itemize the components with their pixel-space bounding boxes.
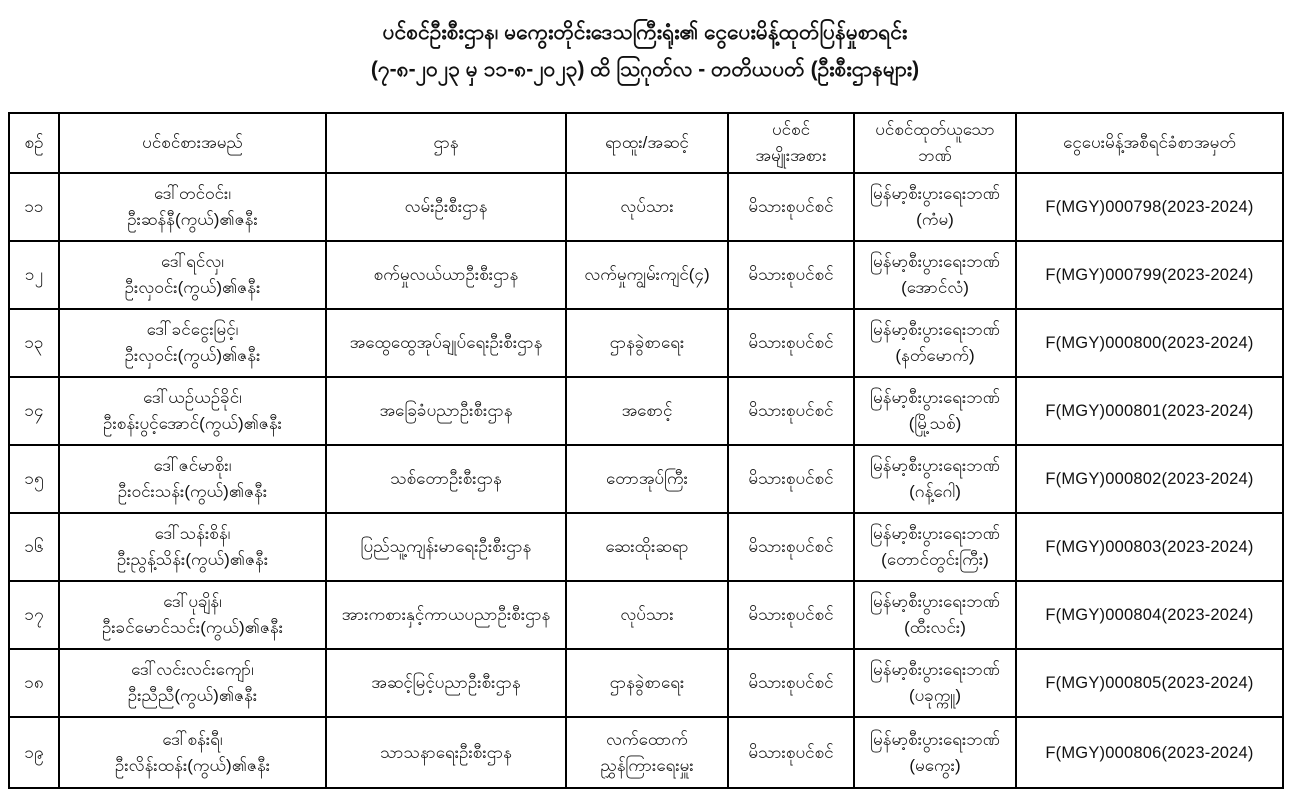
cell-serial: ၁၂ — [9, 241, 59, 309]
cell-pension-type: မိသားစုပင်စင် — [728, 377, 854, 445]
cell-pension-type: မိသားစုပင်စင် — [728, 581, 854, 649]
header-bank-line2: ဘဏ် — [918, 146, 952, 165]
header-pension-type-line1: ပင်စင် — [771, 120, 811, 139]
table-row — [9, 241, 1283, 309]
cell-position: တောအုပ်ကြီး — [566, 445, 728, 513]
table-row — [9, 445, 1283, 513]
header-pensioner-name: ပင်စင်စားအမည် — [59, 113, 326, 173]
header-ref-no: ငွေပေးမိန့်အစီရင်ခံစာအမှတ် — [1016, 113, 1283, 173]
header-pension-type — [728, 113, 854, 173]
cell-department: သစ်တောဦးစီးဌာန — [326, 445, 566, 513]
cell-ref-no: F(MGY)000800(2023-2024) — [1016, 309, 1283, 377]
cell-bank: မြန်မာ့စီးပွားရေးဘဏ် (အောင်လံ) — [854, 241, 1016, 309]
header-serial: စဉ် — [9, 113, 59, 173]
cell-bank: မြန်မာ့စီးပွားရေးဘဏ် (ဂန့်ဂေါ) — [854, 445, 1016, 513]
table-row — [9, 649, 1283, 717]
cell-serial: ၁၈ — [9, 649, 59, 717]
cell-bank: မြန်မာ့စီးပွားရေးဘဏ် (ပခုက္ကူ) — [854, 649, 1016, 717]
cell-serial: ၁၅ — [9, 445, 59, 513]
cell-pensioner-name: ဒေါ်ပုချိန်၊ ဦးခင်မောင်သင်း(ကွယ်)၏ဇနီး — [59, 581, 326, 649]
table-row — [9, 377, 1283, 445]
cell-bank: မြန်မာ့စီးပွားရေးဘဏ် (မကွေး) — [854, 717, 1016, 788]
cell-pensioner-name: ဒေါ်တင်ဝင်း၊ ဦးဆန်နီ(ကွယ်)၏ဇနီး — [59, 173, 326, 241]
table-row — [9, 173, 1283, 241]
cell-pensioner-name: ဒေါ်လင်းလင်းကျော်၊ ဦးညီညီ(ကွယ်)၏ဇနီး — [59, 649, 326, 717]
cell-position: အစောင့် — [566, 377, 728, 445]
cell-position: လုပ်သား — [566, 173, 728, 241]
cell-position: ဆေးထိုးဆရာ — [566, 513, 728, 581]
cell-pension-type: မိသားစုပင်စင် — [728, 649, 854, 717]
header-bank-line1: ပင်စင်ထုတ်ယူသော — [875, 120, 995, 139]
cell-pensioner-name: ဒေါ်သန်းစိန်၊ ဦးညွန့်သိန်း(ကွယ်)၏ဇနီး — [59, 513, 326, 581]
table-row — [9, 581, 1283, 649]
cell-bank: မြန်မာ့စီးပွားရေးဘဏ် (မြို့သစ်) — [854, 377, 1016, 445]
table-row — [9, 309, 1283, 377]
cell-department: အခြေခံပညာဦးစီးဌာန — [326, 377, 566, 445]
cell-bank: မြန်မာ့စီးပွားရေးဘဏ် (ထီးလင်း) — [854, 581, 1016, 649]
cell-position: ဌာနခွဲစာရေး — [566, 649, 728, 717]
cell-ref-no: F(MGY)000801(2023-2024) — [1016, 377, 1283, 445]
cell-pension-type: မိသားစုပင်စင် — [728, 309, 854, 377]
cell-pensioner-name: ဒေါ်စန်းရီ၊ ဦးလိန်းထန်း(ကွယ်)၏ဇနီး — [59, 717, 326, 788]
header-department: ဌာန — [326, 113, 566, 173]
cell-pensioner-name: ဒေါ်ခင်ငွေးမြင့်၊ ဦးလှဝင်း(ကွယ်)၏ဇနီး — [59, 309, 326, 377]
cell-department: လမ်းဦးစီးဌာန — [326, 173, 566, 241]
cell-bank: မြန်မာ့စီးပွားရေးဘဏ် (နတ်မောက်) — [854, 309, 1016, 377]
cell-ref-no: F(MGY)000799(2023-2024) — [1016, 241, 1283, 309]
cell-pensioner-name: ဒေါ်ဇင်မာစိုး၊ ဦးဝင်းသန်း(ကွယ်)၏ဇနီး — [59, 445, 326, 513]
cell-department: သာသနာရေးဦးစီးဌာန — [326, 717, 566, 788]
cell-serial: ၁၇ — [9, 581, 59, 649]
cell-pension-type: မိသားစုပင်စင် — [728, 241, 854, 309]
table-row — [9, 717, 1283, 788]
cell-ref-no: F(MGY)000805(2023-2024) — [1016, 649, 1283, 717]
cell-serial: ၁၆ — [9, 513, 59, 581]
header-pension-type-line2: အမျိုးအစား — [755, 146, 827, 165]
cell-pensioner-name: ဒေါ်ရင်လှ၊ ဦးလှဝင်း(ကွယ်)၏ဇနီး — [59, 241, 326, 309]
cell-ref-no: F(MGY)000804(2023-2024) — [1016, 581, 1283, 649]
header-position: ရာထူး/အဆင့် — [566, 113, 728, 173]
cell-bank: မြန်မာ့စီးပွားရေးဘဏ် (ကံမ) — [854, 173, 1016, 241]
cell-position: ဌာနခွဲစာရေး — [566, 309, 728, 377]
cell-ref-no: F(MGY)000803(2023-2024) — [1016, 513, 1283, 581]
cell-bank: မြန်မာ့စီးပွားရေးဘဏ် (တောင်တွင်းကြီး) — [854, 513, 1016, 581]
cell-pensioner-name: ဒေါ်ယဉ်ယဉ်ခိုင်၊ ဦးစန်းပွင့်အောင်(ကွယ်)၏ဇနီး — [59, 377, 326, 445]
cell-position: လုပ်သား — [566, 581, 728, 649]
cell-ref-no: F(MGY)000802(2023-2024) — [1016, 445, 1283, 513]
cell-pension-type: မိသားစုပင်စင် — [728, 513, 854, 581]
cell-pension-type: မိသားစုပင်စင် — [728, 445, 854, 513]
cell-position: လက်ထောက် ညွှန်ကြားရေးမှူး — [566, 717, 728, 788]
cell-pension-type: မိသားစုပင်စင် — [728, 717, 854, 788]
cell-serial: ၁၃ — [9, 309, 59, 377]
cell-department: စက်မှုလယ်ယာဦးစီးဌာန — [326, 241, 566, 309]
cell-department: အထွေထွေအုပ်ချုပ်ရေးဦးစီးဌာန — [326, 309, 566, 377]
title-line-1: ပင်စင်ဦးစီးဌာန၊ မကွေးတိုင်းဒေသကြီးရုံး၏ ငွေပေးမိန့်ထုတ်ပြန်မှုစာရင်း — [382, 21, 908, 44]
cell-serial: ၁၄ — [9, 377, 59, 445]
cell-serial: ၁၉ — [9, 717, 59, 788]
document-title — [8, 14, 1282, 88]
cell-serial: ၁၁ — [9, 173, 59, 241]
cell-department: ပြည်သူ့ကျန်းမာရေးဦးစီးဌာန — [326, 513, 566, 581]
header-bank — [854, 113, 1016, 173]
pension-payment-table — [8, 112, 1284, 789]
title-line-2: (၇-၈-၂၀၂၃ မှ ၁၁-၈-၂၀၂၃) ထိ ဩဂုတ်လ - တတိယပတ် (ဦးစီးဌာနများ) — [370, 58, 920, 81]
table-row — [9, 513, 1283, 581]
cell-pension-type: မိသားစုပင်စင် — [728, 173, 854, 241]
cell-department: အဆင့်မြင့်ပညာဦးစီးဌာန — [326, 649, 566, 717]
cell-ref-no: F(MGY)000806(2023-2024) — [1016, 717, 1283, 788]
cell-department: အားကစားနှင့်ကာယပညာဦးစီးဌာန — [326, 581, 566, 649]
cell-position: လက်မှုကျွမ်းကျင်(၄) — [566, 241, 728, 309]
table-header-row — [9, 113, 1283, 173]
cell-ref-no: F(MGY)000798(2023-2024) — [1016, 173, 1283, 241]
